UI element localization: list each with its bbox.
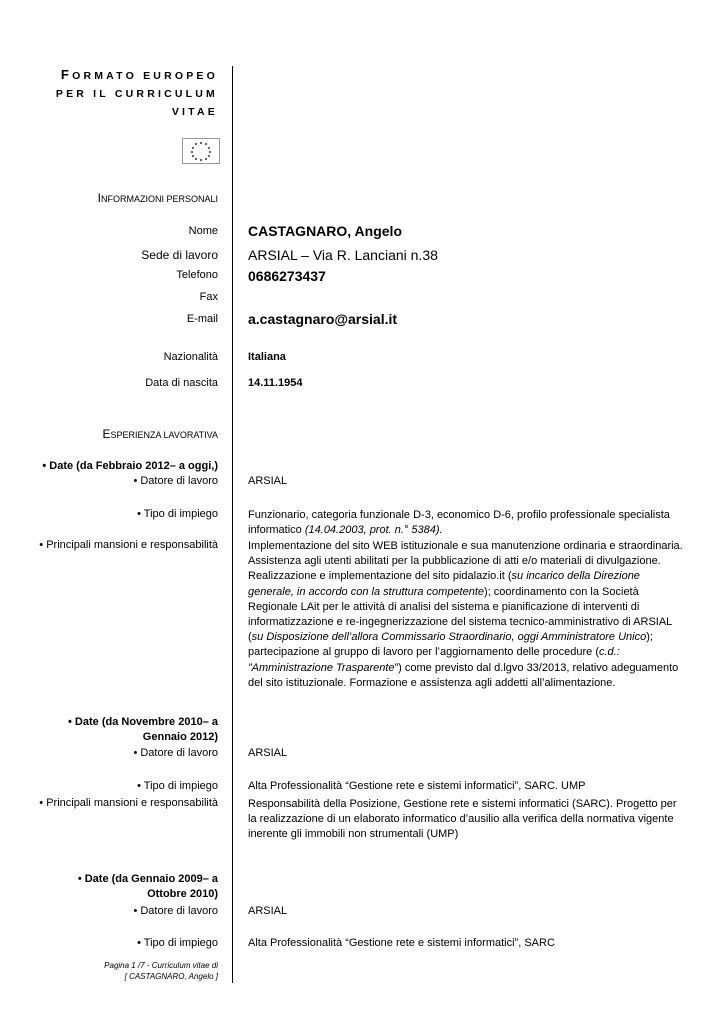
job-1-duties-label: • Principali mansioni e responsabilità: [39, 539, 218, 551]
title-line-3: VITAE: [171, 106, 218, 118]
title-line-1: FORMATO EUROPEO: [60, 67, 218, 82]
job-1-dates: • Date (da Febbraio 2012– a oggi,): [42, 460, 218, 472]
title-line-2: PER IL CURRICULUM: [55, 88, 218, 100]
workplace-value: ARSIAL – Via R. Lanciani n.38: [248, 247, 438, 263]
name-label: Nome: [188, 225, 218, 237]
job-1-employer-value: ARSIAL: [248, 475, 288, 487]
job-1-type-value: Funzionario, categoria funzionale D-3, economico D-6, profilo professionale specialista informatico (14.04.2003, prot. n.° 5384).: [248, 509, 670, 537]
eu-flag-icon: [182, 138, 220, 164]
job-2-type-value: Alta Professionalità “Gestione rete e sistemi informatici”, SARC. UMP: [248, 780, 586, 792]
email-value[interactable]: a.castagnaro@arsial.it: [248, 311, 398, 327]
job-1-employer-label: • Datore di lavoro: [133, 475, 218, 487]
job-2-duties-value: Responsabilità della Posizione, Gestione rete e sistemi informatici (SARC). Progetto per la realizzazione di un elaborato informatico d’ausilio alla verifica della normativa vigente inerente gli immobili non strumentali (UMP): [248, 798, 677, 841]
phone-value: 0686273437: [248, 268, 326, 284]
birthdate-value: 14.11.1954: [248, 377, 303, 389]
job-2-dates: • Date (da Novembre 2010– a Gennaio 2012): [68, 716, 218, 743]
job-3-employer-value: ARSIAL: [248, 905, 288, 917]
job-3-dates: • Date (da Gennaio 2009– a Ottobre 2010): [77, 873, 218, 900]
fax-label: Fax: [199, 291, 218, 303]
phone-label: Telefono: [176, 269, 218, 281]
cv-title: [56, 66, 218, 121]
job-3-employer-label: • Datore di lavoro: [133, 905, 218, 917]
job-1-duties-value: Implementazione del sito WEB istituzionale e sua manutenzione ordinaria e straordinaria. Assistenza agli utenti abilitati per la pubblicazione di atti e/o materiali di divulgazione. Realizzazione e implementazione del sito pidalazio.it (su incarico della Direzione generale, in accordo con la struttura competente); coordinamento con la Società Regionale LAit per le attività di analisi del sistema e pianificazione di interventi di informatizzazione e re-ingegnerizzazione del sistema tecnico-amministrativo di ARSIAL (su Disposizione dell’allora Commissario Straordinario, oggi Amministratore Unico); partecipazione al gruppo di lavoro per l’aggiornamento delle procedure (c.d.: ”Amministrazione Trasparente”) come previsto dal d.lgvo 33/2013, relativo adeguamento del sito istituzionale. Formazione e assistenza agli addetti all’alimentazione.: [248, 540, 683, 689]
personal-info-heading: INFORMAZIONI PERSONALI: [97, 191, 218, 205]
email-label: E-mail: [186, 313, 218, 325]
job-1-type-label: • Tipo di impiego: [137, 508, 218, 520]
job-3-type-label: • Tipo di impiego: [137, 937, 218, 949]
job-2-employer-value: ARSIAL: [248, 747, 288, 759]
job-2-employer-label: • Datore di lavoro: [133, 747, 218, 759]
experience-heading: ESPERIENZA LAVORATIVA: [102, 427, 218, 441]
nationality-value: Italiana: [248, 351, 286, 363]
birthdate-label: Data di nascita: [145, 377, 218, 389]
job-3-type-value: Alta Professionalità “Gestione rete e sistemi informatici”, SARC: [248, 937, 555, 949]
vertical-divider: [232, 66, 233, 983]
job-2-type-label: • Tipo di impiego: [137, 780, 218, 792]
page-footer: Pagina 1 /7 - Curriculum vitae di [ CASTAGNARO, Angelo ]: [104, 961, 218, 981]
name-value: CASTAGNARO, Angelo: [248, 223, 402, 239]
workplace-label: Sede di lavoro: [141, 248, 218, 262]
nationality-label: Nazionalità: [163, 351, 218, 363]
job-2-duties-label: • Principali mansioni e responsabilità: [39, 797, 218, 809]
